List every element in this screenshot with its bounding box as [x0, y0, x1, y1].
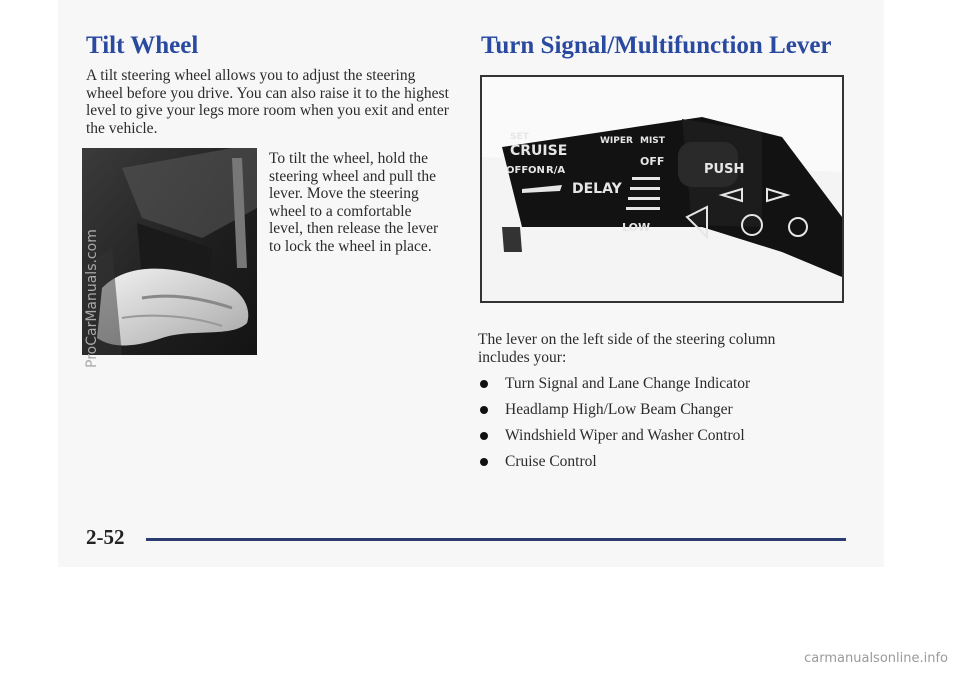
list-item: Windshield Wiper and Washer Control	[478, 427, 750, 453]
page-number: 2-52	[86, 525, 125, 549]
lever-label-low: LOW	[622, 221, 651, 234]
feature-list	[478, 375, 750, 479]
side-watermark: ProCarManuals.com	[84, 229, 100, 368]
footer-rule	[146, 538, 846, 541]
lever-label-off: OFF	[506, 165, 529, 176]
lever-label-cruise: CRUISE	[510, 143, 568, 159]
list-item: Headlamp High/Low Beam Changer	[478, 401, 750, 427]
tilt-wheel-instructions: To tilt the wheel, hold the steering wheel and pull the lever. Move the steering wheel to a comfortable level, then release the lever to lock the wheel in place.	[269, 150, 439, 255]
lever-description: The lever on the left side of the steering column includes your:	[478, 331, 776, 366]
lever-label-wiper: WIPER	[600, 136, 633, 146]
lever-label-delay: DELAY	[572, 181, 622, 197]
tilt-wheel-photo	[82, 148, 257, 355]
tilt-lever-hand-image	[82, 148, 257, 355]
bullet-icon	[480, 406, 488, 414]
bullet-icon	[480, 458, 488, 466]
tilt-wheel-heading: Tilt Wheel	[86, 32, 199, 59]
lever-label-on: ON	[528, 165, 545, 176]
tilt-wheel-intro: A tilt steering wheel allows you to adjust the steering wheel before you drive. You can also raise it to the highest level to give your legs more room when you exit and enter the vehicle.	[86, 67, 449, 137]
list-item: Cruise Control	[478, 453, 750, 479]
lever-label-push: PUSH	[704, 162, 745, 177]
lever-label-mist: MIST	[640, 136, 665, 146]
lever-label-set: SET	[510, 132, 529, 142]
lever-figure	[480, 75, 844, 303]
site-watermark: carmanualsonline.info	[804, 651, 948, 666]
lever-label-ra: R/A	[546, 165, 566, 176]
list-item: Turn Signal and Lane Change Indicator	[478, 375, 750, 401]
bullet-icon	[480, 432, 488, 440]
turn-signal-heading: Turn Signal/Multifunction Lever	[481, 32, 832, 59]
bullet-icon	[480, 380, 488, 388]
lever-label-wiper-off: OFF	[640, 155, 665, 168]
multifunction-lever-image	[482, 77, 842, 301]
